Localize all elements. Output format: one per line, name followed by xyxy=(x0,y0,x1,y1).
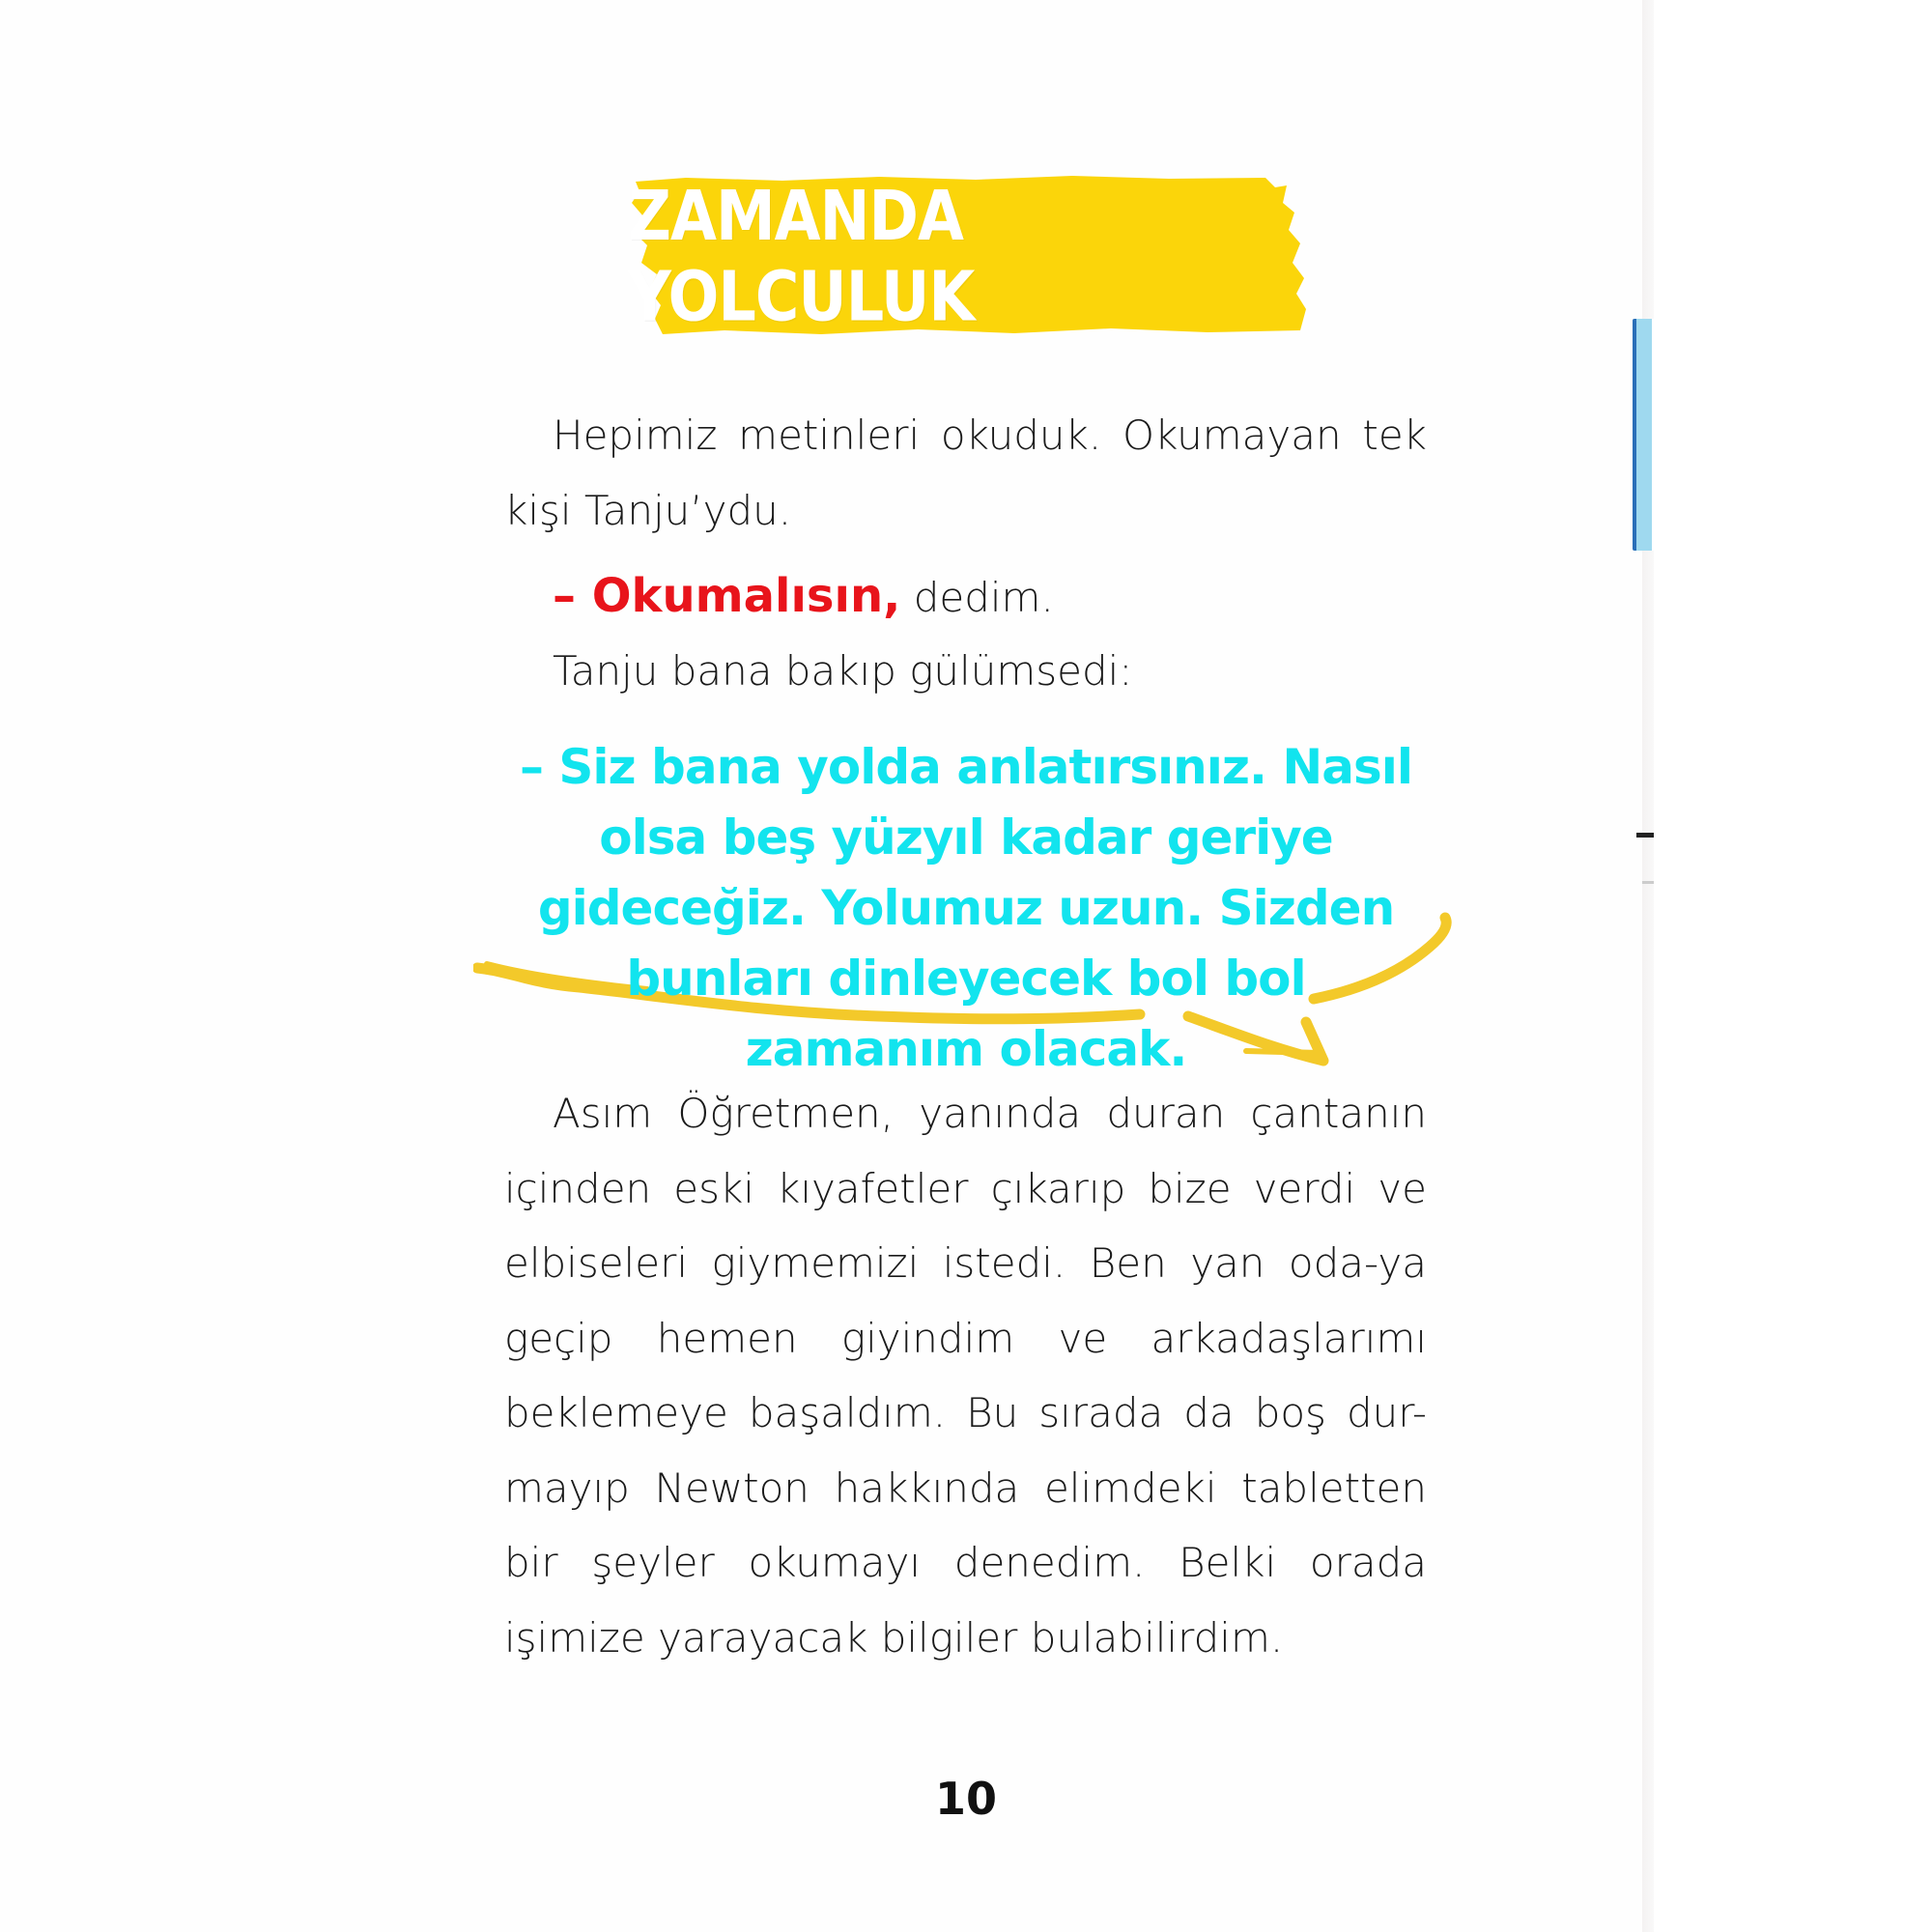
paragraph-3: Asım Öğretmen, yanında duran çantanın içinden eski kıyafetler çıkarıp bize verdi ve elbiseleri giymemizi istedi. Ben yan oda-ya geçip hemen giyindim ve arkadaşlarımı beklemeye başaldım. Bu sırada da boş dur-mayıp Newton hakkında elimdeki tabletten bir şeyler okumayı denedim. Belki orada işimize yarayacak bilgiler bulabilirdim. xyxy=(504,1090,1427,1662)
dialog-tag: dedim. xyxy=(913,574,1054,621)
paragraph-2: Tanju bana bakıp gülümsedi: xyxy=(553,647,1133,695)
adjacent-page-mark-light xyxy=(1642,881,1654,884)
speech-bubble-text: – Siz bana yolda anlatırsınız. Nasıl olsa beş yüzyıl kadar geriye gideceğiz. Yolumuz uzun. Sizden bunları dinleyecek bol bol zamanım olacak. xyxy=(519,739,1413,1077)
paragraph-1: Hepimiz metinleri okuduk. Okumayan tek kişi Tanju’ydu. xyxy=(504,412,1427,534)
page-number: 10 xyxy=(934,1773,997,1825)
adjacent-page-illustration-edge xyxy=(1633,319,1656,551)
adjacent-page-edge xyxy=(1654,0,1932,1932)
chapter-title: ZAMANDA YOLCULUK xyxy=(628,175,975,337)
dialog-line-1 xyxy=(553,558,1422,636)
dialog-quote: – Okumalısın, xyxy=(553,569,901,623)
chapter-title-banner xyxy=(628,174,1309,338)
adjacent-page-mark xyxy=(1636,833,1654,838)
